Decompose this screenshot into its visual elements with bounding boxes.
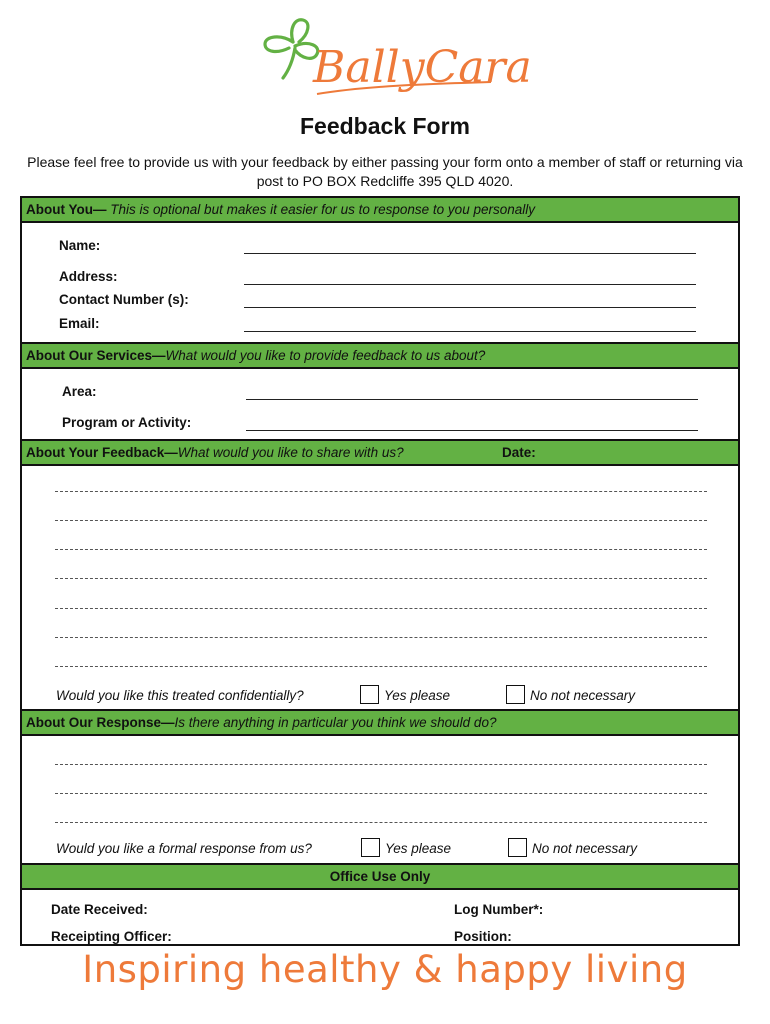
feedback-line[interactable] <box>55 491 707 492</box>
feedback-line[interactable] <box>55 578 707 579</box>
date-received-label: Date Received: <box>51 902 148 917</box>
program-field[interactable] <box>246 430 698 431</box>
area-label: Area: <box>62 384 97 399</box>
page-title: Feedback Form <box>300 113 470 139</box>
section-heading: About Our Response— <box>26 715 175 730</box>
response-line[interactable] <box>55 822 707 823</box>
section-heading: About Your Feedback— <box>26 445 178 460</box>
feedback-line[interactable] <box>55 637 707 638</box>
section-subheading: This is optional but makes it easier for us to response to you personally <box>110 202 535 217</box>
contact-number-field[interactable] <box>244 307 696 308</box>
receipting-officer-label: Receipting Officer: <box>51 929 172 944</box>
formal-no-checkbox[interactable] <box>508 838 527 857</box>
shamrock-icon <box>255 12 532 112</box>
date-label: Date: <box>502 445 536 460</box>
name-field[interactable] <box>244 253 696 254</box>
email-label: Email: <box>59 316 100 331</box>
area-field[interactable] <box>246 399 698 400</box>
section-subheading: What would you like to share with us? <box>177 445 404 460</box>
section-about-response <box>22 709 738 736</box>
slogan: Inspiring healthy & happy living <box>82 948 688 991</box>
contact-number-label: Contact Number (s): <box>59 292 189 307</box>
address-label: Address: <box>59 269 118 284</box>
formal-response-question: Would you like a formal response from us? <box>56 841 312 856</box>
confidential-no-checkbox[interactable] <box>506 685 525 704</box>
response-line[interactable] <box>55 793 707 794</box>
address-field[interactable] <box>244 284 696 285</box>
section-office-use <box>22 863 738 890</box>
ballycara-logo <box>255 12 532 112</box>
formal-yes-checkbox[interactable] <box>361 838 380 857</box>
response-line[interactable] <box>55 764 707 765</box>
formal-no-label: No not necessary <box>532 841 638 856</box>
feedback-line[interactable] <box>55 608 707 609</box>
section-about-you <box>22 196 738 223</box>
intro-text: Please feel free to provide us with your feedback by either passing your form onto a member of staff or returning via post to PO BOX Redcliffe 395 QLD 4020. <box>27 154 743 189</box>
section-heading: About Our Services— <box>26 348 166 363</box>
section-about-feedback <box>22 439 738 466</box>
confidential-no-label: No not necessary <box>530 688 636 703</box>
feedback-line[interactable] <box>55 666 707 667</box>
confidential-yes-checkbox[interactable] <box>360 685 379 704</box>
feedback-form <box>20 196 740 946</box>
log-number-label: Log Number*: <box>454 902 544 917</box>
svg-text:BallyCara: BallyCara <box>313 42 532 93</box>
email-field[interactable] <box>244 331 696 332</box>
section-subheading: Is there anything in particular you think we should do? <box>174 715 497 730</box>
formal-yes-label: Yes please <box>385 841 452 856</box>
program-label: Program or Activity: <box>62 415 192 430</box>
position-label: Position: <box>454 929 512 944</box>
feedback-line[interactable] <box>55 549 707 550</box>
section-subheading: What would you like to provide feedback to us about? <box>165 348 486 363</box>
section-heading: About You— <box>26 202 107 217</box>
confidential-yes-label: Yes please <box>384 688 451 703</box>
section-heading: Office Use Only <box>329 869 431 884</box>
name-label: Name: <box>59 238 101 253</box>
feedback-line[interactable] <box>55 520 707 521</box>
section-about-services <box>22 342 738 369</box>
confidential-question: Would you like this treated confidentially? <box>56 688 304 703</box>
